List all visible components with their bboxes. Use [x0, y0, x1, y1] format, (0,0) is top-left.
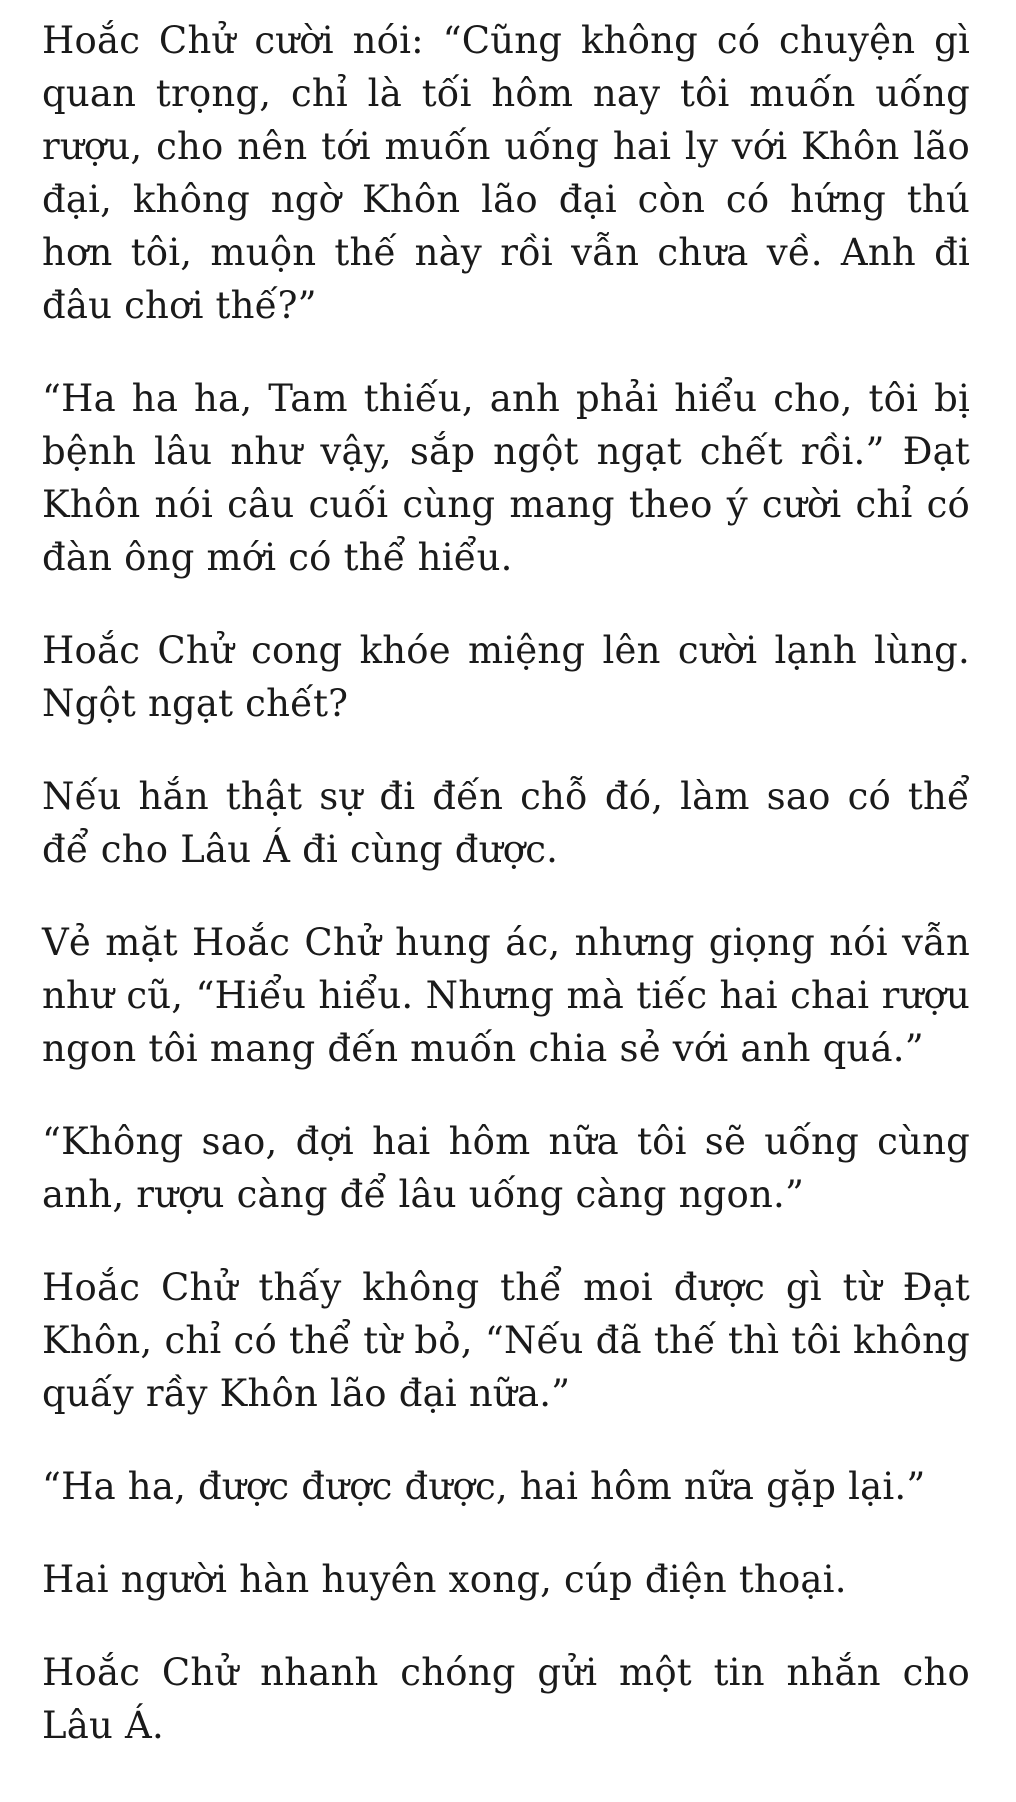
paragraph-7: Hoắc Chử thấy không thể moi được gì từ Đạt Khôn, chỉ có thể từ bỏ, “Nếu đã thế thì tôi không quấy rầy Khôn lão đại nữa.”	[42, 1266, 970, 1415]
paragraph-9: Hai người hàn huyên xong, cúp điện thoại.	[42, 1558, 847, 1601]
paragraph-10: Hoắc Chử nhanh chóng gửi một tin nhắn cho Lâu Á.	[42, 1651, 970, 1747]
paragraph-8: “Ha ha, được được được, hai hôm nữa gặp lại.”	[42, 1465, 926, 1508]
paragraph-6: “Không sao, đợi hai hôm nữa tôi sẽ uống cùng anh, rượu càng để lâu uống càng ngon.”	[42, 1120, 970, 1216]
paragraph-1: Hoắc Chử cười nói: “Cũng không có chuyện gì quan trọng, chỉ là tối hôm nay tôi muốn uống rượu, cho nên tới muốn uống hai ly với Khôn lão đại, không ngờ Khôn lão đại còn có hứng thú hơn tôi, muộn thế này rồi vẫn chưa về. Anh đi đâu chơi thế?”	[42, 19, 970, 327]
paragraph-5: Vẻ mặt Hoắc Chử hung ác, nhưng giọng nói vẫn như cũ, “Hiểu hiểu. Nhưng mà tiếc hai chai rượu ngon tôi mang đến muốn chia sẻ với anh quá.”	[42, 921, 970, 1070]
paragraph-2: “Ha ha ha, Tam thiếu, anh phải hiểu cho, tôi bị bệnh lâu như vậy, sắp ngột ngạt chết rồi.” Đạt Khôn nói câu cuối cùng mang theo ý cười chỉ có đàn ông mới có thể hiểu.	[42, 377, 970, 579]
paragraph-3: Hoắc Chử cong khóe miệng lên cười lạnh lùng. Ngột ngạt chết?	[42, 629, 970, 725]
paragraph-4: Nếu hắn thật sự đi đến chỗ đó, làm sao có thể để cho Lâu Á đi cùng được.	[42, 775, 970, 871]
